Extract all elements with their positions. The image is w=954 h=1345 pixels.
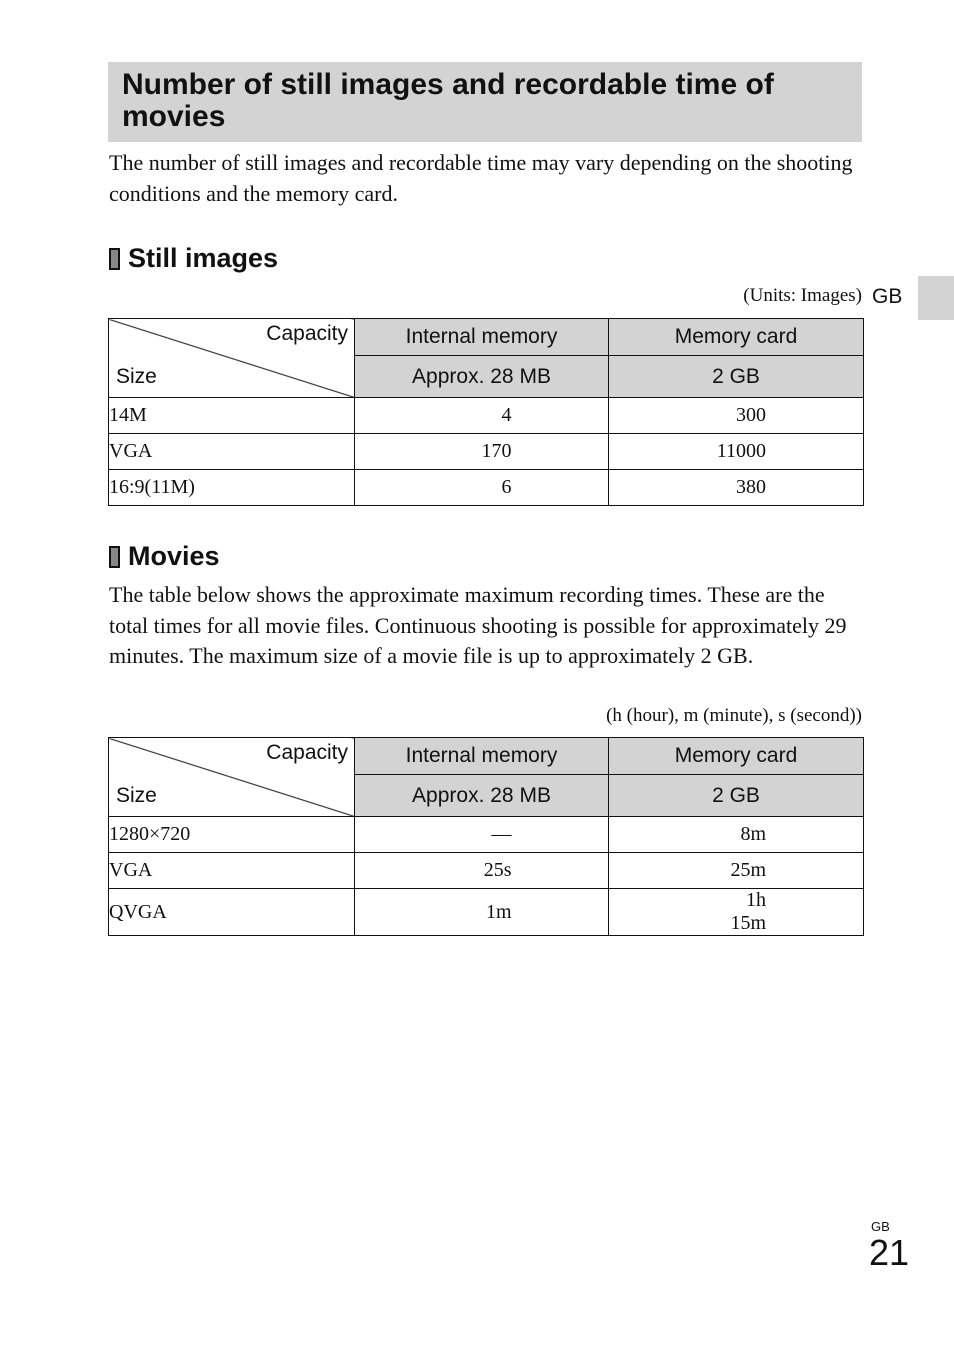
page-title: Number of still images and recordable time of movies	[122, 68, 774, 133]
internal-value-cell: 4	[355, 398, 609, 434]
capacity-label: Capacity	[266, 322, 348, 345]
card-value-cell: 300	[609, 398, 864, 434]
still-images-heading-text: Still images	[128, 243, 279, 273]
internal-value-cell: —	[355, 817, 609, 853]
movies-heading	[109, 541, 220, 572]
movies-heading-text: Movies	[128, 541, 220, 571]
size-cell: 1280×720	[109, 817, 355, 853]
size-cell: 16:9(11M)	[109, 470, 355, 506]
title-banner	[108, 62, 862, 142]
size-label: Size	[116, 784, 157, 807]
internal-value-cell: 170	[355, 434, 609, 470]
diagonal-header-cell	[109, 319, 355, 398]
internal-value-cell: 6	[355, 470, 609, 506]
card-value-cell: 25m	[609, 853, 864, 889]
table-row	[109, 434, 864, 470]
side-language-label: GB	[872, 285, 903, 308]
movies-table	[108, 737, 864, 936]
memory-card-capacity: 2 GB	[609, 775, 864, 817]
table-row	[109, 398, 864, 434]
table-row	[109, 853, 864, 889]
internal-memory-capacity: Approx. 28 MB	[355, 356, 609, 398]
card-value-cell: 8m	[609, 817, 864, 853]
size-label: Size	[116, 365, 157, 388]
internal-memory-header: Internal memory	[355, 738, 609, 775]
internal-value-cell: 1m	[355, 889, 609, 936]
table-row	[109, 470, 864, 506]
still-units-note: (Units: Images)	[743, 285, 862, 306]
size-cell: 14M	[109, 398, 355, 434]
memory-card-capacity: 2 GB	[609, 356, 864, 398]
memory-card-header: Memory card	[609, 738, 864, 775]
card-value-cell: 380	[609, 470, 864, 506]
card-value-cell: 11000	[609, 434, 864, 470]
table-row	[109, 817, 864, 853]
movies-description: The table below shows the approximate maximum recording times. These are the total times for all movie files. Continuous shooting is possible for approximately 29 minutes. The maximum size of a movie file is up to approximately 2 GB.	[109, 582, 847, 668]
size-cell: VGA	[109, 434, 355, 470]
card-value-cell: 1h 15m	[609, 889, 864, 936]
internal-value-cell: 25s	[355, 853, 609, 889]
section-marker-icon	[109, 546, 120, 568]
page-region-label: GB	[871, 1219, 890, 1234]
size-cell: QVGA	[109, 889, 355, 936]
side-tab	[918, 276, 954, 320]
page-number: 21	[869, 1232, 910, 1273]
movies-units-note: (h (hour), m (minute), s (second))	[606, 705, 862, 726]
memory-card-header: Memory card	[609, 319, 864, 356]
diagonal-header-cell	[109, 738, 355, 817]
internal-memory-capacity: Approx. 28 MB	[355, 775, 609, 817]
internal-memory-header: Internal memory	[355, 319, 609, 356]
table-row	[109, 889, 864, 936]
section-marker-icon	[109, 248, 120, 270]
still-images-table	[108, 318, 864, 506]
intro-text: The number of still images and recordable time may vary depending on the shooting conditions and the memory card.	[109, 150, 853, 206]
capacity-label: Capacity	[266, 741, 348, 764]
size-cell: VGA	[109, 853, 355, 889]
still-images-heading	[109, 243, 278, 274]
